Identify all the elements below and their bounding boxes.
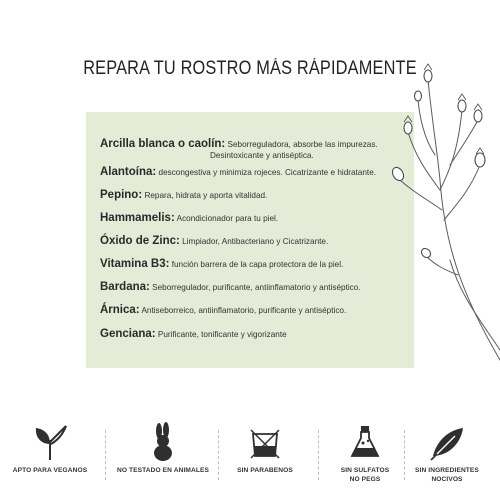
badge-label: APTO PARA VEGANOS <box>12 467 88 474</box>
ingredient-name: Vitamina B3: <box>100 258 170 270</box>
badge-no-harmful <box>392 422 500 484</box>
ingredient-name: Arcilla blanca o caolín: <box>100 138 226 150</box>
badge-label <box>392 466 500 484</box>
ingredient-name: Alantoína: <box>100 166 157 178</box>
ingredient-desc: Seborreguladora, absorbe las impurezas. <box>225 140 378 149</box>
rabbit-icon <box>143 422 183 462</box>
badge-label-line2: NO PEGS <box>349 476 381 483</box>
ingredient-name: Árnica: <box>100 304 140 316</box>
badge-no-parabens <box>210 422 320 475</box>
badge-label: SIN PARABENOS <box>237 467 293 474</box>
ingredient-desc: Repara, hidrata y aporta vitalidad. <box>142 191 268 200</box>
ingredient-desc: Antiseborreico, antiinflamatorio, purificante y antiséptico. <box>139 306 347 315</box>
ingredient-name: Bardana: <box>100 281 150 293</box>
beaker-icon <box>245 422 285 462</box>
page-title: REPARA TU ROSTRO MÁS RÁPIDAMENTE <box>83 58 417 79</box>
badge-label: NO TESTADO EN ANIMALES <box>117 467 209 474</box>
ingredient-desc: Acondicionador para tu piel. <box>174 214 279 223</box>
badge-label-line1: SIN INGREDIENTES <box>415 467 479 474</box>
ingredient-desc: Purificante, tonificante y vigorizante <box>155 330 287 339</box>
ingredient-desc: Seborregulador, purificante, antiinflamatorio y antiséptico. <box>149 283 361 292</box>
ingredient-desc: descongestiva y minimiza rojeces. Cicatrizante e hidratante. <box>156 168 377 177</box>
ingredient-desc: función barrera de la capa protectora de la piel. <box>169 260 344 269</box>
badge-label-line2: NOCIVOS <box>431 476 463 483</box>
flask-icon <box>345 422 385 462</box>
ingredient-name: Pepino: <box>100 189 143 201</box>
badge-vegan <box>0 422 105 475</box>
badge-cruelty-free <box>108 422 218 475</box>
sprout-icon <box>30 422 70 462</box>
ingredient-desc-continued: Desintoxicante y antiséptica. <box>210 151 314 160</box>
badge-label-line1: SIN SULFATOS <box>340 467 390 474</box>
ingredient-name: Hammamelis: <box>100 212 175 224</box>
flower-illustration <box>340 60 500 370</box>
badge-divider <box>105 430 106 480</box>
ingredient-name: Genciana: <box>100 328 156 340</box>
ingredient-desc: Limpiador, Antibacteriano y Cicatrizante. <box>179 237 329 246</box>
ingredient-name: Óxido de Zinc: <box>100 235 180 247</box>
leaf-icon <box>427 422 467 462</box>
